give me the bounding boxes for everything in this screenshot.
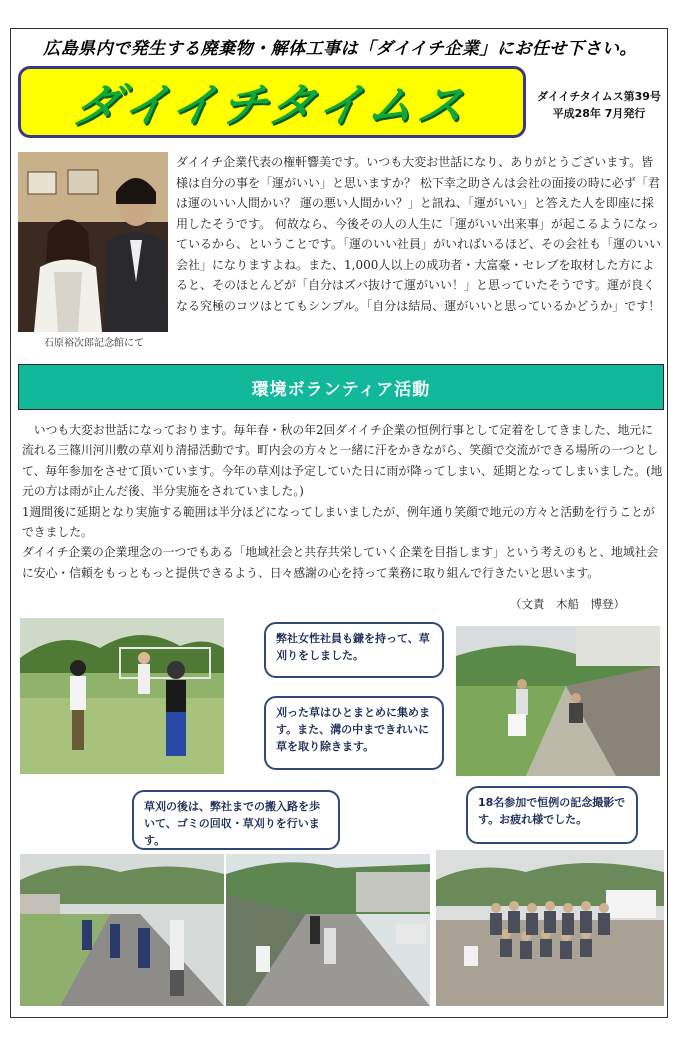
caption-bubble-collect: 刈った草はひとまとめに集めます。また、溝の中まできれいに草を取り除きます。 <box>264 696 444 770</box>
intro-text: ダイイチ企業代表の権軒響美です。いつも大変お世話になり、ありがとうございます。皆様は自分の事を「運がいい」と思いますか？ 松下幸之助さんは会社の面接の時に必ず「君は運のいい人間かい？ 運の悪い人間かい？」と訊ね、「運がいい」と答えた人を即座に採用したそうです。 何故なら、今後その人の人生に「運がいい出来事」が起こるようになっているから、ということです。「運のいい社員」がいればいるほど、その会社も「運のいい会社」になりますよね。また、1,000人以上の成功者・大富豪・セレブを取材した方によると、そのほとんどが「自分はズバ抜けて運がいい！」と思っていたそうです。運が良くなる究極のコツはとてもシンプル。「自分は結局、運がいいと思っているかどうか」です！ <box>176 155 662 313</box>
photo-group <box>436 850 664 1006</box>
photo-women-grass-cutting <box>20 618 224 774</box>
caption-bubble-group: 18名参加で恒例の記念撮影です。お疲れ様でした。 <box>466 786 638 844</box>
section-paragraph: いつも大変お世話になっております。毎年春・秋の年2回ダイイチ企業の恒例行事として定着をしてきました、地元に流れる三篠川河川敷の草刈り清掃活動です。町内会の方々と一緒に汗をかきながら、笑顔で交流ができる場所の一つとして、毎年参加をさせて頂いています。今年の草刈は予定していた日に雨が降ってしまい、延期となってしまいました。(地元の方は雨が止んだ後、半分実施をされていました。) <box>22 423 663 499</box>
photo-road-walk-1 <box>20 854 224 1006</box>
author-signature: （文責 木船 博登） <box>510 597 625 611</box>
section-body <box>22 420 664 583</box>
section-title: 環境ボランティア活動 <box>251 379 431 400</box>
photo-road-walk-2 <box>226 854 430 1006</box>
president-photo <box>18 152 168 332</box>
photo-roadside-cleanup <box>456 626 660 776</box>
newsletter-title: ダイイチタイムス <box>69 78 474 132</box>
section-paragraph: 1週間後に延期となり実施する範囲は半分ほどになってしまいましたが、例年通り笑顔で地元の方々と活動を行うことができました。 <box>22 504 655 540</box>
newsletter-title-box <box>18 66 526 138</box>
section-paragraph: ダイイチ企業の企業理念の一つでもある「地域社会と共存共栄していく企業を目指します」という考えのもと、地域社会に安心・信頼をもっともっと提供できるよう、日々感謝の心を持って業務に取り組んで行きたいと思います。 <box>22 545 659 580</box>
caption-bubble-women: 弊社女性社員も鎌を持って、草刈りをしました。 <box>264 622 444 678</box>
section-title-bar <box>18 364 664 410</box>
header-banner: 広島県内で発生する廃棄物・解体工事は「ダイイチ企業」にお任せ下さい。 <box>43 39 637 59</box>
president-photo-caption: 石原裕次郎記念館にて <box>44 338 144 349</box>
caption-bubble-road: 草刈の後は、弊社までの搬入路を歩いて、ゴミの回収・草刈りを行います。 <box>132 790 340 850</box>
issue-date: 平成28年 7月発行 <box>552 107 646 120</box>
issue-number: ダイイチタイムス第39号 <box>537 90 661 103</box>
issue-info <box>530 88 668 122</box>
